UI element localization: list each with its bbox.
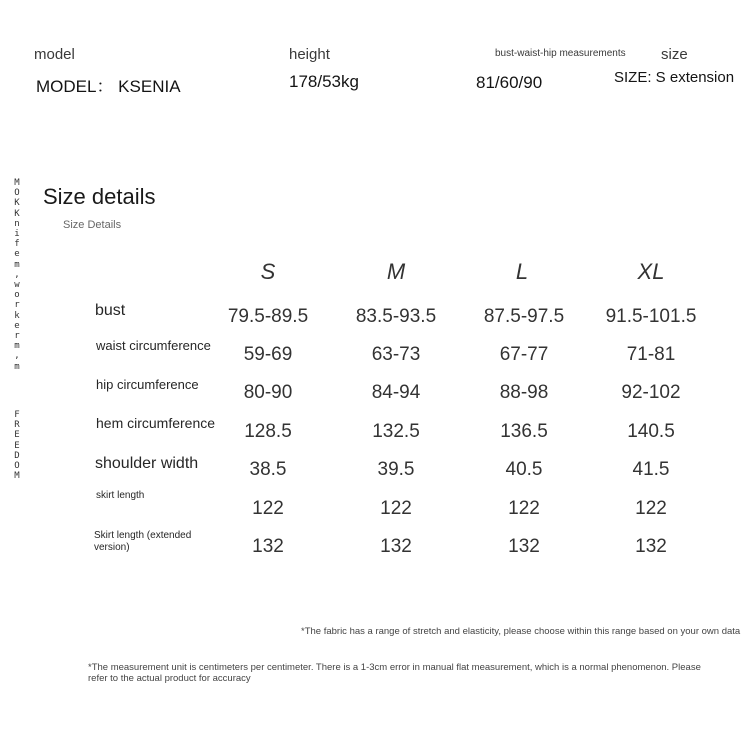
row-label-skirt-length: skirt length [96,490,145,501]
table-cell: 80-90 [243,382,293,403]
table-cell: 122 [252,498,284,519]
table-cell: 140.5 [627,421,675,442]
table-cell: 92-102 [621,382,681,403]
row-label-skirt-length-extended: Skirt length (extended version) [94,530,192,553]
table-cell: 132 [635,536,667,557]
height-weight-value: 178/53kg [289,72,359,91]
table-cell: 63-73 [371,344,421,365]
table-cell: 59-69 [243,344,293,365]
table-cell: 132.5 [372,421,420,442]
model-label: model [34,46,75,63]
side-text-lower: FREEDOM [14,410,20,482]
measurements-label: bust-waist-hip measurements [495,48,626,59]
measurement-note: *The measurement unit is centimeters per centimeter. There is a 1-3cm error in manual flat measurement, which is a normal phenomenon. Please refer to the actual product for accuracy [88,662,701,684]
table-cell: 83.5-93.5 [355,306,437,327]
table-cell: 67-77 [499,344,549,365]
column-header-l: L [515,259,529,284]
row-label-shoulder: shoulder width [95,455,199,472]
height-label: height [289,46,330,63]
row-label-waist: waist circumference [96,338,211,353]
size-label: size [661,46,688,63]
column-header-s: S [260,259,276,284]
table-cell: 128.5 [244,421,292,442]
table-cell: 132 [508,536,540,557]
table-cell: 79.5-89.5 [227,306,309,327]
row-label-hip: hip circumference [96,377,199,392]
model-name: MODEL： KSENIA [36,77,181,96]
section-title: Size details [43,184,156,209]
table-cell: 88-98 [499,382,549,403]
side-text-upper: MOKKnife m ,worker m ,m [14,178,20,372]
row-label-bust: bust [95,302,126,319]
section-subtitle: Size Details [63,219,122,231]
table-cell: 122 [635,498,667,519]
table-cell: 122 [508,498,540,519]
table-cell: 39.5 [377,459,415,480]
fabric-note: *The fabric has a range of stretch and elasticity, please choose within this range based on your own data [301,626,741,637]
measurements-value: 81/60/90 [476,73,543,92]
table-cell: 41.5 [632,459,670,480]
table-cell: 136.5 [500,421,548,442]
column-header-xl: XL [637,259,665,284]
table-cell: 71-81 [626,344,676,365]
table-cell: 40.5 [505,459,543,480]
table-cell: 87.5-97.5 [483,306,565,327]
table-cell: 38.5 [249,459,287,480]
row-label-hem: hem circumference [96,415,216,431]
table-cell: 84-94 [371,382,421,403]
table-cell: 132 [252,536,284,557]
column-header-m: M [386,259,406,284]
table-cell: 91.5-101.5 [605,306,697,327]
table-cell: 132 [380,536,412,557]
size-value: SIZE: S extension [614,69,735,86]
table-cell: 122 [380,498,412,519]
